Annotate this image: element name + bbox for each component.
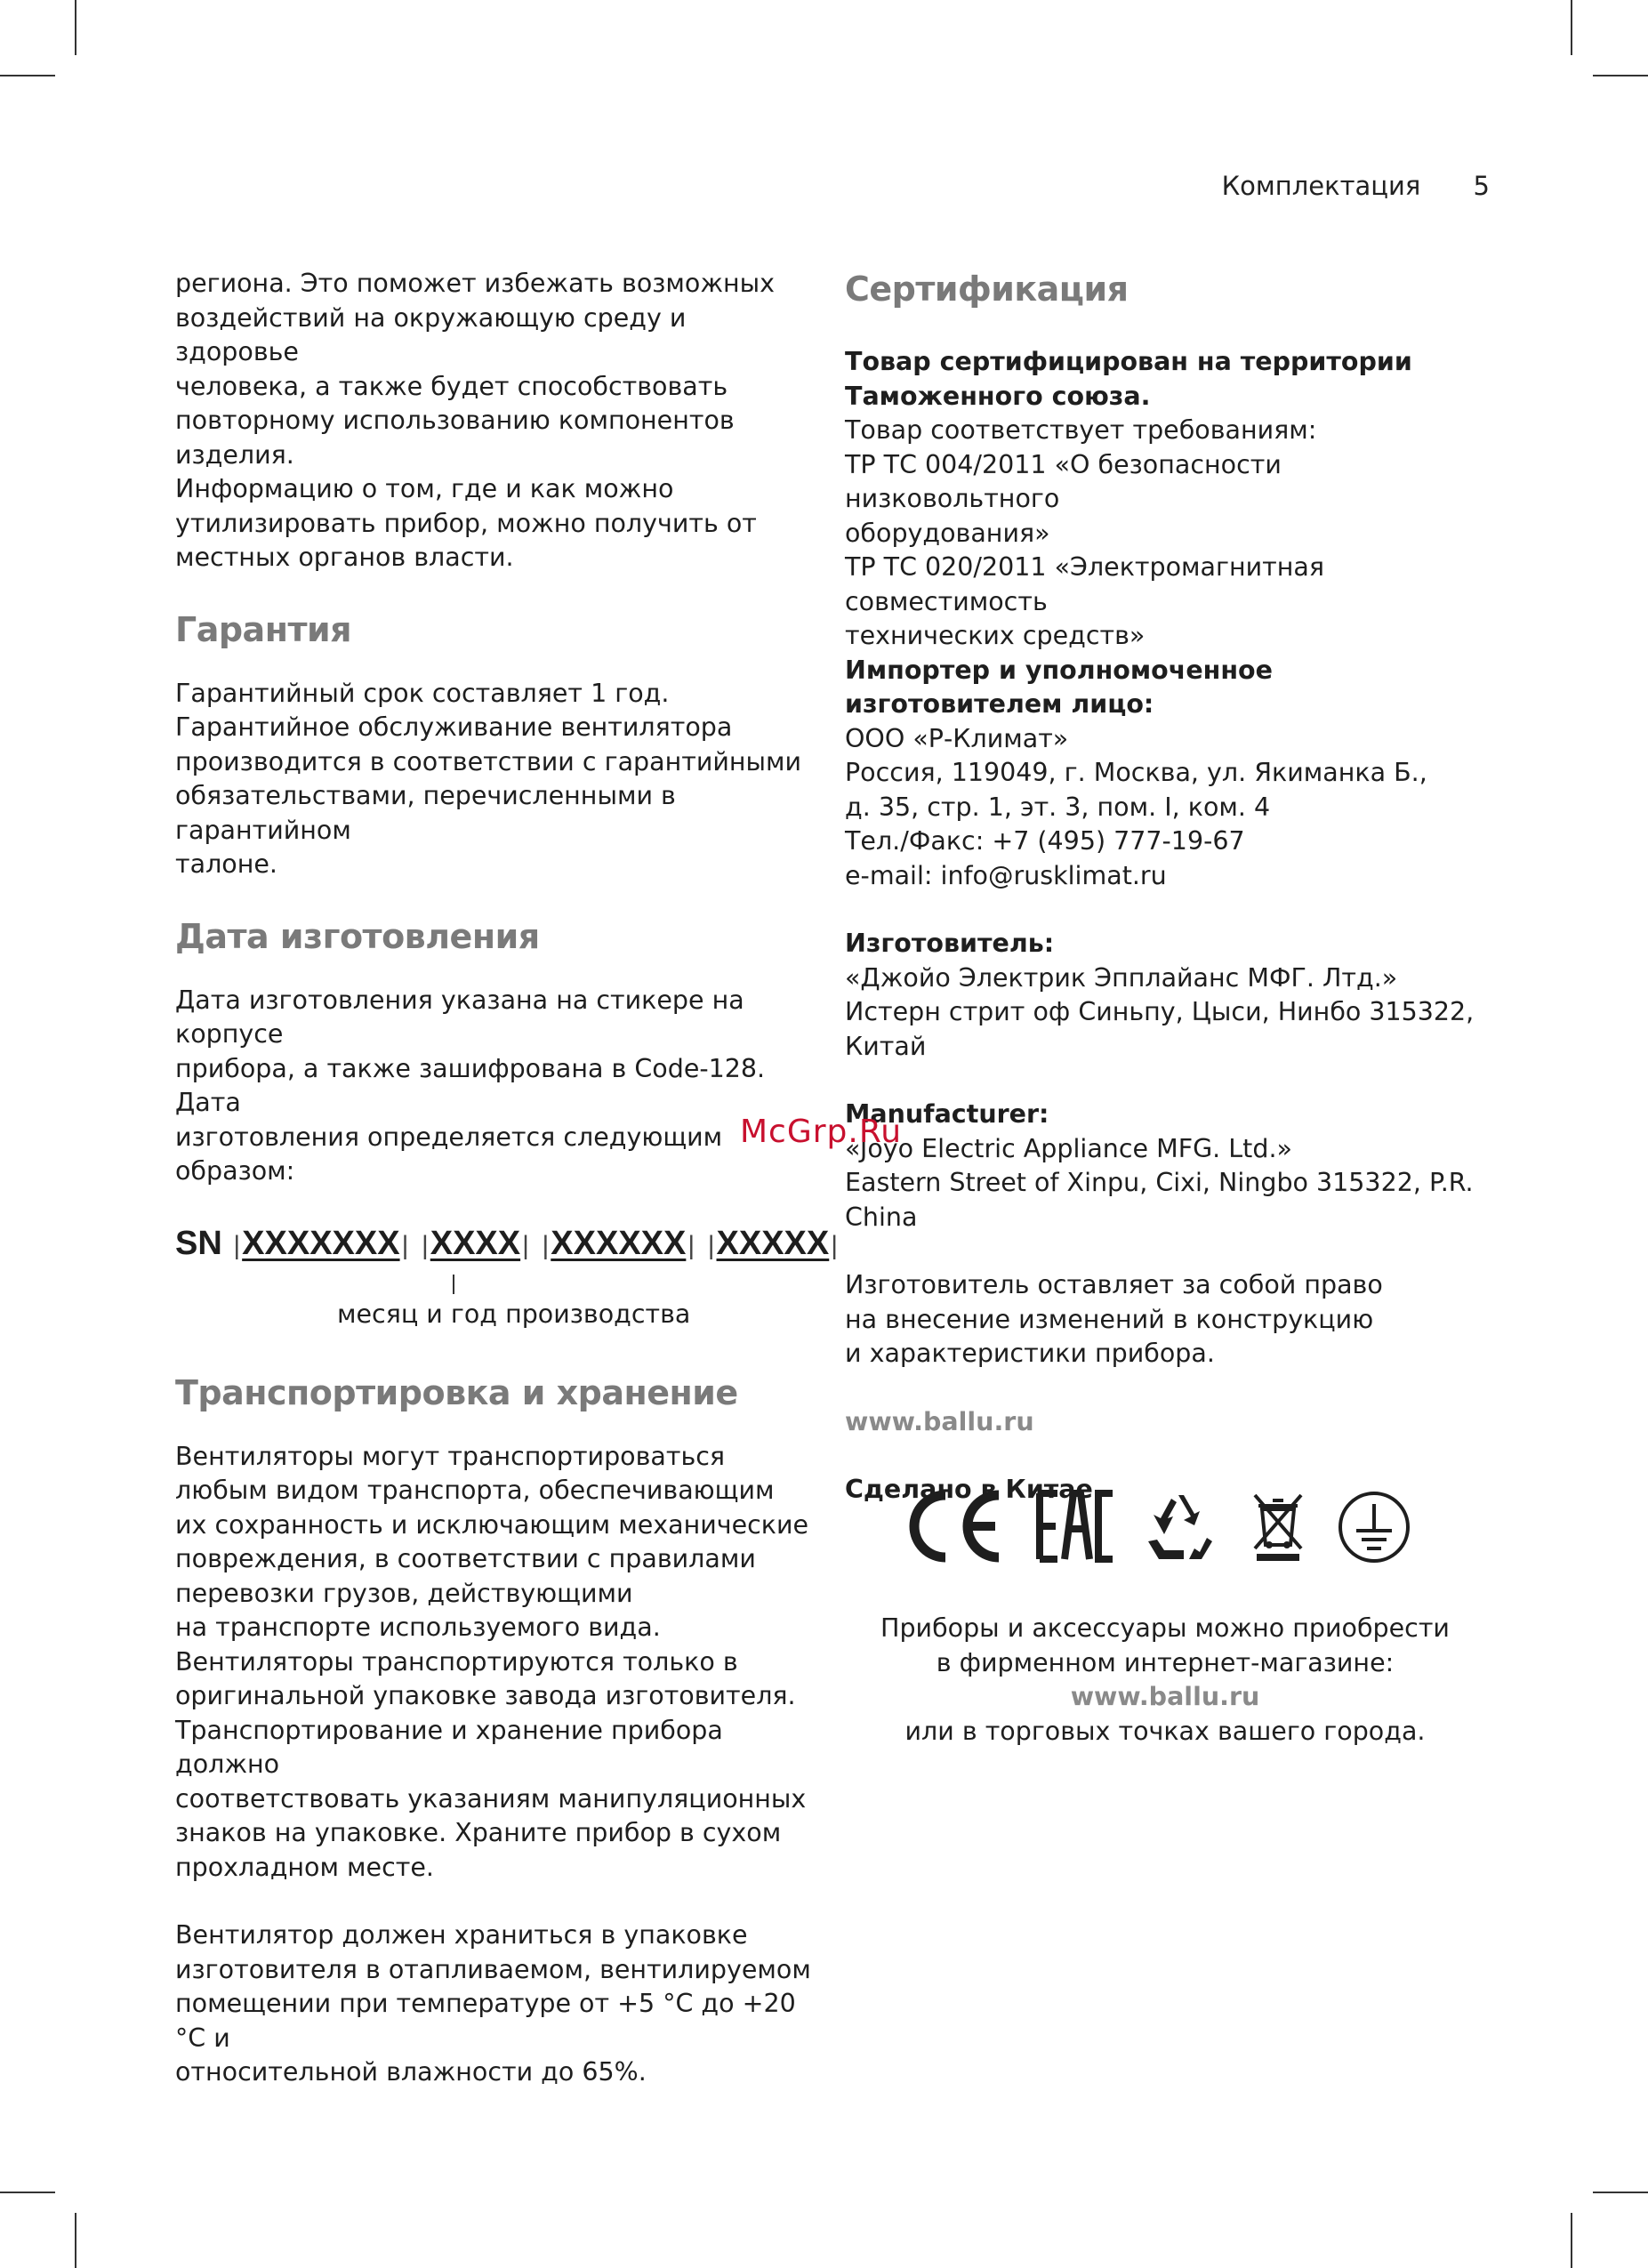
weee-bin-icon: [1250, 1490, 1306, 1563]
manufacture-date-heading: Дата изготовления: [175, 916, 540, 956]
text-line: «Joyo Electric Appliance MFG. Ltd.»: [845, 1133, 1292, 1163]
ground-icon: [1337, 1490, 1411, 1564]
text-line: в фирменном интернет-магазине:: [936, 1647, 1395, 1677]
recycle-icon: [1141, 1490, 1216, 1563]
crop-mark: [75, 2213, 76, 2268]
crop-mark: [0, 75, 55, 76]
sn-pointer: [453, 1275, 454, 1294]
sn-segment: XXXXXX: [551, 1224, 687, 1262]
text-line: Китай: [845, 1031, 927, 1061]
text-line: прохладном месте.: [175, 1852, 434, 1882]
text-line: на транспорте используемого вида.: [175, 1613, 661, 1642]
text-line: воздействий на окружающую среду и здоровье: [175, 302, 687, 366]
text-line: Изготовитель:: [845, 929, 1055, 958]
text-line: изготовления определяется следующим образом:: [175, 1122, 723, 1186]
sn-segment: XXXXX: [716, 1224, 830, 1262]
eac-mark-icon: [1036, 1490, 1116, 1563]
text-line: Гарантийный срок составляет 1 год.: [175, 678, 670, 708]
right-column: [845, 267, 1485, 1508]
website-link[interactable]: www.ballu.ru: [845, 1406, 1034, 1436]
sn-segment-date: XXXX: [430, 1224, 521, 1262]
text-line: обязательствами, перечисленными в гарантийном: [175, 781, 676, 845]
text-line: Manufacturer:: [845, 1099, 1049, 1129]
text-line: Приборы и аксессуары можно приобрести: [880, 1613, 1450, 1643]
crop-mark: [1593, 2192, 1648, 2193]
intro-paragraph: [175, 267, 816, 575]
text-line: Импортер и уполномоченное: [845, 655, 1273, 685]
text-line: Дата изготовления указана на стикере на корпусе: [175, 985, 744, 1049]
manufacture-date-paragraph: [175, 984, 816, 1189]
text-line: Вентилятор должен храниться в упаковке: [175, 1920, 748, 1950]
text-line: Истерн стрит оф Синьпу, Цыси, Нинбо 315322,: [845, 997, 1475, 1026]
text-line: Изготовитель оставляет за собой право: [845, 1270, 1383, 1299]
text-line: региона. Это поможет избежать возможных: [175, 269, 776, 298]
text-line: Товар соответствует требованиям:: [845, 415, 1317, 445]
text-line: повторному использованию компонентов: [175, 406, 735, 435]
text-line: местных органов власти.: [175, 543, 514, 572]
text-line: и характеристики прибора.: [845, 1339, 1215, 1368]
text-line: e-mail: info@rusklimat.ru: [845, 860, 1167, 890]
text-line: ООО «Р-Климат»: [845, 723, 1069, 753]
made-in-label: Сделано в Китае: [845, 1475, 1093, 1504]
text-line: д. 35, стр. 1, эт. 3, пом. I, ком. 4: [845, 792, 1271, 822]
text-line: производится в соответствии с гарантийными: [175, 746, 802, 776]
text-line: изготовителя в отапливаемом, вентилируемом: [175, 1954, 811, 1984]
text-line: ТР ТС 004/2011 «О безопасности низковольтного: [845, 449, 1282, 513]
watermark: McGrp.Ru: [740, 1114, 903, 1150]
text-line: Товар сертифицирован на территории: [845, 347, 1412, 376]
sn-prefix: SN: [175, 1224, 222, 1262]
serial-number-line: SN |XXXXXXX| |XXXX| |XXXXXX| |XXXXX|: [175, 1224, 839, 1262]
page-header: [1222, 171, 1490, 201]
text-line: Таможенного союза.: [845, 381, 1151, 411]
text-line: Информацию о том, где и как можно: [175, 474, 674, 503]
transport-heading: Транспортировка и хранение: [175, 1372, 738, 1412]
text-line: Вентиляторы могут транспортироваться: [175, 1441, 726, 1471]
text-line: прибора, а также зашифрована в Code-128. Дата: [175, 1053, 766, 1117]
crop-mark: [75, 0, 76, 55]
crop-mark: [1593, 75, 1648, 76]
text-line: знаков на упаковке. Храните прибор в сухом: [175, 1818, 782, 1847]
text-line: человека, а также будет способствовать: [175, 371, 728, 401]
warranty-paragraph: [175, 677, 816, 882]
text-line: Гарантийное обслуживание вентилятора: [175, 712, 733, 742]
certification-paragraph: [845, 345, 1485, 893]
text-line: оригинальной упаковке завода изготовителя.: [175, 1681, 796, 1710]
shop-info: [845, 1612, 1485, 1749]
manufacturer-en-paragraph: [845, 1098, 1485, 1235]
text-line: Eastern Street of Xinpu, Cixi, Ningbo 315322, P.R.: [845, 1168, 1474, 1197]
transport-paragraph: [175, 1440, 816, 1886]
text-line: ТР ТС 020/2011 «Электромагнитная совместимость: [845, 552, 1324, 616]
text-line: Транспортирование и хранение прибора должно: [175, 1715, 723, 1779]
manufacturer-ru-paragraph: [845, 927, 1485, 1064]
text-line: изготовителем лицо:: [845, 689, 1154, 719]
text-line: или в торговых точках вашего города.: [904, 1716, 1426, 1746]
text-line: помещении при температуре от +5 °С до +20 °С и: [175, 1989, 796, 2053]
text-line: «Джойо Электрик Эпплайанс МФГ. Лтд.»: [845, 962, 1398, 993]
serial-number-diagram: [175, 1224, 839, 1331]
certification-marks: [903, 1490, 1419, 1570]
text-line: технических средств»: [845, 621, 1146, 650]
crop-mark: [0, 2192, 55, 2193]
text-line: утилизировать прибор, можно получить от: [175, 508, 757, 538]
text-line: Тел./Факс: +7 (495) 777-19-67: [845, 826, 1245, 856]
text-line: любым видом транспорта, обеспечивающим: [175, 1476, 775, 1505]
text-line: Вентиляторы транспортируются только в: [175, 1646, 738, 1677]
section-title: Комплектация: [1221, 171, 1421, 201]
text-line: талоне.: [175, 849, 277, 879]
crop-mark: [1571, 2213, 1572, 2268]
storage-paragraph: [175, 1918, 816, 2090]
text-line: China: [845, 1202, 918, 1232]
text-line: изделия.: [175, 439, 294, 470]
shop-link[interactable]: www.ballu.ru: [1070, 1682, 1260, 1711]
rights-paragraph: [845, 1268, 1485, 1371]
sn-date-label: месяц и год производства: [337, 1299, 691, 1329]
text-line: соответствовать указаниям манипуляционных: [175, 1783, 807, 1814]
text-line: повреждения, в соответствии с правилами: [175, 1544, 756, 1573]
certification-heading: Сертификация: [845, 269, 1129, 309]
text-line: перевозки грузов, действующими: [175, 1578, 633, 1608]
text-line: оборудования»: [845, 518, 1050, 548]
text-line: на внесение изменений в конструкцию: [845, 1304, 1374, 1334]
page-number: 5: [1473, 171, 1490, 201]
text-line: Россия, 119049, г. Москва, ул. Якиманка Б.,: [845, 758, 1427, 787]
ce-mark-icon: [903, 1490, 1005, 1563]
warranty-heading: Гарантия: [175, 609, 352, 649]
sn-segment: XXXXXXX: [242, 1224, 400, 1262]
crop-mark: [1571, 0, 1572, 55]
text-line: относительной влажности до 65%.: [175, 2057, 647, 2087]
text-line: их сохранность и исключающим механические: [175, 1509, 809, 1540]
